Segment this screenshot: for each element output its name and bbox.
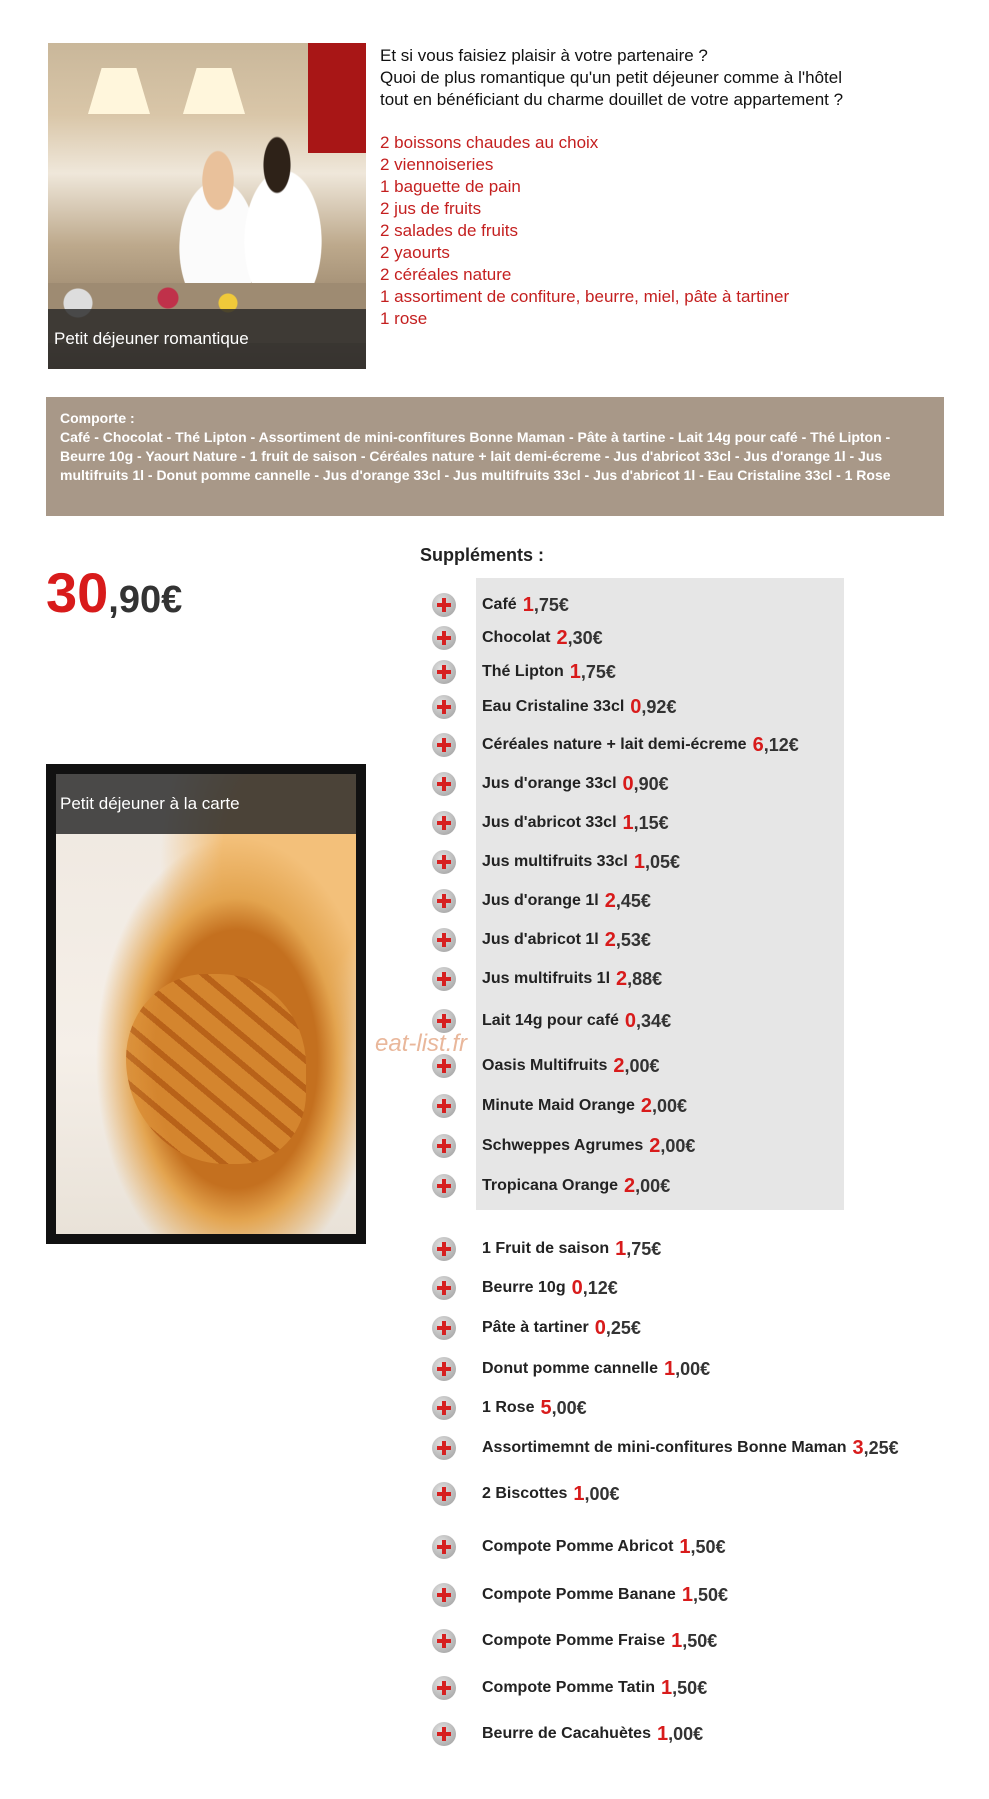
- supplement-price-integer: 1: [671, 1629, 683, 1652]
- plus-icon[interactable]: [432, 850, 456, 874]
- plus-icon[interactable]: [432, 889, 456, 913]
- supplement-name: Café: [482, 596, 517, 613]
- plus-icon[interactable]: [432, 1583, 456, 1607]
- supplement-price-decimal: ,00€: [668, 1723, 704, 1744]
- carte-breakfast-photo: [46, 764, 366, 1244]
- supplement-price-decimal: ,00€: [551, 1397, 587, 1418]
- supplement-price-integer: 2: [616, 967, 628, 990]
- supplement-row[interactable]: [432, 1314, 641, 1342]
- supplement-row[interactable]: [432, 1092, 687, 1120]
- supplement-name: Schweppes Agrumes: [482, 1137, 644, 1154]
- lamp-shade-right: [183, 68, 245, 114]
- croissant-image: [56, 774, 356, 1234]
- supplement-name: Céréales nature + lait demi-écreme: [482, 736, 747, 753]
- supplement-row[interactable]: [432, 1132, 695, 1160]
- supplement-price-decimal: ,90€: [633, 773, 669, 794]
- plus-icon[interactable]: [432, 772, 456, 796]
- supplement-price-decimal: ,75€: [533, 594, 569, 615]
- supplement-price-integer: 2: [556, 626, 568, 649]
- croissant-shape: [126, 974, 306, 1164]
- supplement-price-decimal: ,92€: [641, 696, 677, 717]
- plus-icon[interactable]: [432, 1094, 456, 1118]
- supplement-row[interactable]: [432, 926, 651, 954]
- supplement-price-integer: 2: [604, 928, 616, 951]
- supplement-row[interactable]: [432, 591, 569, 619]
- supplement-price-integer: 1: [664, 1357, 676, 1380]
- supplement-row[interactable]: [432, 848, 680, 876]
- plus-icon[interactable]: [432, 1237, 456, 1261]
- supplement-price-decimal: ,12€: [582, 1277, 618, 1298]
- supplement-price-decimal: ,50€: [692, 1584, 728, 1605]
- supplement-price-decimal: ,25€: [863, 1437, 899, 1458]
- plus-icon[interactable]: [432, 1722, 456, 1746]
- list-item: 2 jus de fruits: [380, 199, 482, 218]
- plus-icon[interactable]: [432, 660, 456, 684]
- supplement-name: 1 Rose: [482, 1399, 535, 1416]
- supplement-name: Pâte à tartiner: [482, 1319, 589, 1336]
- supplement-price-decimal: ,00€: [584, 1483, 620, 1504]
- intro-line: tout en bénéficiant du charme douillet de votre appartement ?: [380, 90, 844, 109]
- supplement-row[interactable]: [432, 1434, 899, 1462]
- supplement-price-integer: 2: [613, 1054, 625, 1077]
- supplement-price-integer: 1: [661, 1676, 673, 1699]
- supplement-price-integer: 2: [649, 1134, 661, 1157]
- plus-icon[interactable]: [432, 1482, 456, 1506]
- romantic-contents-list: [380, 132, 980, 330]
- supplement-row[interactable]: [432, 1274, 618, 1302]
- supplement-price-decimal: ,00€: [675, 1358, 711, 1379]
- supplement-price-decimal: ,75€: [580, 661, 616, 682]
- supplement-price-integer: 5: [540, 1396, 552, 1419]
- supplement-price-integer: 0: [594, 1316, 606, 1339]
- supplement-row[interactable]: [432, 1355, 710, 1383]
- plus-icon[interactable]: [432, 1535, 456, 1559]
- plus-icon[interactable]: [432, 593, 456, 617]
- supplement-row[interactable]: [432, 887, 651, 915]
- romantic-breakfast-photo: [48, 43, 366, 369]
- plus-icon[interactable]: [432, 1316, 456, 1340]
- comporte-heading: Comporte :: [60, 410, 135, 426]
- supplement-price-decimal: ,30€: [567, 627, 603, 648]
- supplement-name: Jus d'orange 1l: [482, 892, 599, 909]
- supplement-price-integer: 1: [615, 1237, 627, 1260]
- plus-icon[interactable]: [432, 1629, 456, 1653]
- supplement-price-integer: 1: [573, 1482, 585, 1505]
- list-item: 1 assortiment de confiture, beurre, miel, pâte à tartiner: [380, 287, 790, 306]
- supplement-price-decimal: ,00€: [660, 1135, 696, 1156]
- supplement-row[interactable]: [432, 965, 662, 993]
- supplement-row[interactable]: [432, 658, 616, 686]
- supplement-row[interactable]: [432, 693, 676, 721]
- supplement-price-integer: 1: [569, 660, 581, 683]
- supplement-name: Thé Lipton: [482, 663, 564, 680]
- price-integer: 30: [46, 561, 109, 624]
- supplement-name: Jus d'orange 33cl: [482, 775, 617, 792]
- supplement-price-integer: 0: [624, 1009, 637, 1032]
- supplement-price-integer: 1: [679, 1535, 691, 1558]
- plus-icon[interactable]: [432, 928, 456, 952]
- supplement-name: Chocolat: [482, 629, 551, 646]
- supplement-price-decimal: ,50€: [690, 1536, 726, 1557]
- supplement-row[interactable]: [432, 770, 669, 798]
- supplement-price-decimal: ,45€: [615, 890, 651, 911]
- supplement-price-integer: 0: [622, 772, 634, 795]
- list-item: 2 céréales nature: [380, 265, 512, 284]
- supplement-name: Compote Pomme Banane: [482, 1586, 676, 1603]
- supplement-row[interactable]: [432, 1627, 717, 1655]
- lamp-shade-left: [88, 68, 150, 114]
- supplement-name: Jus d'abricot 1l: [482, 931, 599, 948]
- supplement-price-decimal: ,00€: [624, 1055, 660, 1076]
- supplement-row[interactable]: [432, 1720, 703, 1748]
- supplement-price-decimal: ,53€: [615, 929, 651, 950]
- list-item: 2 salades de fruits: [380, 221, 518, 240]
- supplement-price-decimal: ,25€: [605, 1317, 641, 1338]
- plus-icon[interactable]: [432, 811, 456, 835]
- supplement-row[interactable]: [432, 809, 669, 837]
- supplement-name: Jus d'abricot 33cl: [482, 814, 617, 831]
- comporte-band: [46, 397, 944, 516]
- supplement-name: Oasis Multifruits: [482, 1057, 608, 1074]
- supplement-name: Beurre de Cacahuètes: [482, 1725, 651, 1742]
- supplement-price-integer: 2: [640, 1094, 653, 1117]
- supplement-row[interactable]: [432, 1007, 671, 1035]
- supplement-price-decimal: ,05€: [644, 851, 680, 872]
- supplement-price-integer: 1: [522, 593, 534, 616]
- supplement-price-integer: 2: [624, 1174, 636, 1197]
- supplement-price-decimal: ,75€: [626, 1238, 662, 1259]
- supplement-price-decimal: ,50€: [672, 1677, 708, 1698]
- supplement-name: 2 Biscottes: [482, 1485, 568, 1502]
- intro-text: [380, 45, 970, 111]
- supplement-name: Minute Maid Orange: [482, 1097, 635, 1114]
- list-item: 2 boissons chaudes au choix: [380, 133, 599, 152]
- supplement-price-integer: 0: [571, 1276, 583, 1299]
- supplement-price-integer: 0: [630, 695, 642, 718]
- supplement-price-integer: 1: [681, 1583, 693, 1606]
- price-decimal: ,90€: [108, 579, 183, 621]
- plus-icon[interactable]: [432, 1174, 456, 1198]
- supplement-name: Tropicana Orange: [482, 1177, 619, 1194]
- supplement-price-decimal: ,00€: [652, 1095, 688, 1116]
- supplement-name: Compote Pomme Abricot: [482, 1538, 674, 1555]
- supplement-price-integer: 2: [604, 889, 616, 912]
- list-item: 1 baguette de pain: [380, 177, 521, 196]
- supplement-name: Eau Cristaline 33cl: [482, 698, 625, 715]
- package-price: [46, 560, 182, 625]
- supplement-price-integer: 3: [852, 1436, 864, 1459]
- supplement-price-decimal: ,88€: [627, 968, 663, 989]
- supplements-title: Suppléments :: [420, 545, 545, 565]
- supplement-row[interactable]: [432, 1480, 620, 1508]
- supplement-name: Jus multifruits 33cl: [482, 853, 628, 870]
- list-item: 2 viennoiseries: [380, 155, 494, 174]
- supplement-name: Lait 14g pour café: [482, 1012, 619, 1029]
- supplement-price-integer: 1: [622, 811, 634, 834]
- supplement-price-decimal: ,34€: [636, 1010, 672, 1031]
- supplement-price-integer: 1: [656, 1722, 669, 1745]
- supplement-row[interactable]: [432, 1533, 726, 1561]
- carte-caption: Petit déjeuner à la carte: [56, 774, 356, 834]
- plus-icon[interactable]: [432, 733, 456, 757]
- supplement-name: Assortimemnt de mini-confitures Bonne Maman: [482, 1439, 847, 1456]
- comporte-text: Café - Chocolat - Thé Lipton - Assortiment de mini-confitures Bonne Maman - Pâte à tartine - Lait 14g pour café - Thé Lipton - Beurre 10g - Yaourt Nature - 1 fruit de saison - Céréales nature + lait demi-écreme - Jus d'abricot 33cl - Jus d'orange 1l - Jus multifruits 1l - Donut pomme cannelle - Jus d'orange 33cl - Jus multifruits 33cl - Jus d'abricot 1l - Eau Cristaline 33cl - 1 Rose: [60, 429, 891, 483]
- supplement-price-decimal: ,15€: [633, 812, 669, 833]
- supplement-price-decimal: ,12€: [763, 734, 799, 755]
- supplement-name: Donut pomme cannelle: [482, 1360, 659, 1377]
- intro-line: Et si vous faisiez plaisir à votre partenaire ?: [380, 46, 708, 65]
- watermark: eat-list.fr: [375, 1030, 468, 1057]
- plus-icon[interactable]: [432, 1676, 456, 1700]
- plus-icon[interactable]: [432, 967, 456, 991]
- supplement-row[interactable]: [432, 624, 603, 652]
- supplement-name: 1 Fruit de saison: [482, 1240, 610, 1257]
- plus-icon[interactable]: [432, 1276, 456, 1300]
- plus-icon[interactable]: [432, 626, 456, 650]
- supplement-name: Beurre 10g: [482, 1279, 566, 1296]
- plus-icon[interactable]: [432, 695, 456, 719]
- romantic-caption: Petit déjeuner romantique: [48, 309, 366, 369]
- supplement-price-decimal: ,50€: [682, 1630, 718, 1651]
- supplement-row[interactable]: [432, 1394, 587, 1422]
- plus-icon[interactable]: [432, 1357, 456, 1381]
- supplement-name: Jus multifruits 1l: [482, 970, 611, 987]
- supplement-row[interactable]: [432, 1172, 670, 1200]
- plus-icon[interactable]: [432, 1436, 456, 1460]
- supplement-row[interactable]: [432, 1235, 661, 1263]
- list-item: 1 rose: [380, 309, 428, 328]
- man-figure: [223, 131, 343, 301]
- supplement-price-decimal: ,00€: [635, 1175, 671, 1196]
- supplement-price-integer: 6: [752, 733, 764, 756]
- supplement-name: Compote Pomme Tatin: [482, 1679, 656, 1696]
- supplement-row[interactable]: [432, 1581, 728, 1609]
- supplement-row[interactable]: [432, 731, 799, 759]
- supplement-price-integer: 1: [633, 850, 645, 873]
- plus-icon[interactable]: [432, 1134, 456, 1158]
- intro-line: Quoi de plus romantique qu'un petit déjeuner comme à l'hôtel: [380, 68, 842, 87]
- supplement-name: Compote Pomme Fraise: [482, 1632, 666, 1649]
- list-item: 2 yaourts: [380, 243, 450, 262]
- plus-icon[interactable]: [432, 1396, 456, 1420]
- supplement-row[interactable]: [432, 1674, 707, 1702]
